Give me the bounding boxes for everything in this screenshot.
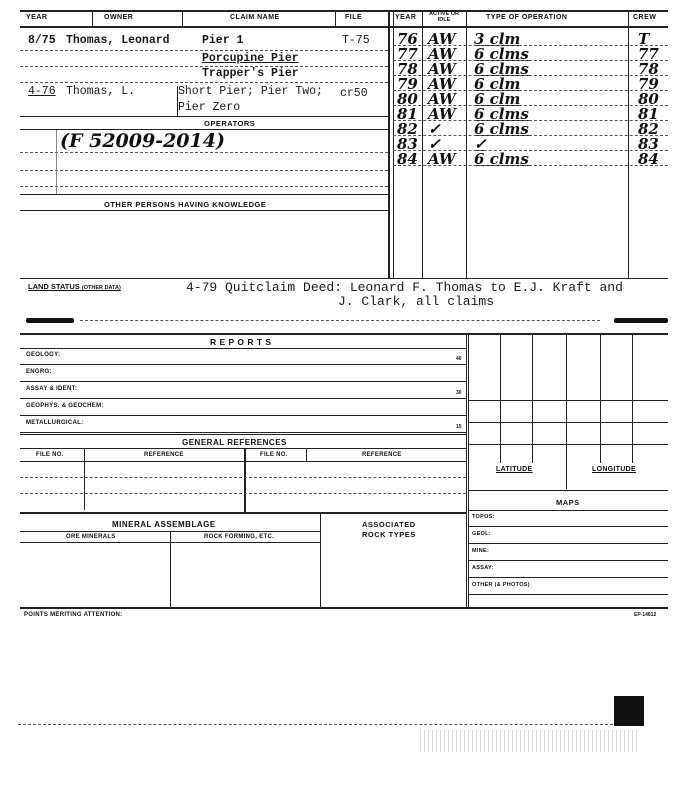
gr-file-no-1: FILE NO. (36, 452, 64, 458)
activity-year: 83 (397, 135, 418, 153)
activity-operation: 6 clm (474, 90, 521, 108)
map-row-label: GEOL: (472, 531, 491, 537)
other-persons-label: OTHER PERSONS HAVING KNOWLEDGE (104, 200, 267, 209)
map-row-label: OTHER (& PHOTOS) (472, 582, 530, 588)
smudge-right (614, 318, 668, 323)
ore-minerals-label: ORE MINERALS (66, 534, 116, 540)
maps-title: MAPS (556, 498, 580, 507)
header-claim-name: CLAIM NAME (230, 14, 280, 21)
map-row-label: MINE: (472, 548, 490, 554)
black-mark (614, 696, 644, 726)
report-label: METALLURGICAL: (26, 420, 84, 426)
scan-noise-dots (420, 730, 640, 752)
report-label: ENGRG: (26, 369, 52, 375)
owner-row-1-year: 8/75 (28, 34, 56, 47)
header-file: FILE (345, 14, 363, 21)
operator-handwritten: (F 52009-2014) (60, 130, 225, 152)
activity-status: AW (428, 150, 456, 168)
header-active-idle: ACTIVE OR IDLE (429, 11, 459, 23)
activity-operation: 6 clm (474, 75, 521, 93)
report-row-line (20, 398, 466, 399)
owner-row-1-file: T-75 (342, 34, 370, 47)
activity-operation: ✓ (474, 135, 487, 153)
report-label: ASSAY & IDENT: (26, 386, 78, 392)
header-type-of-operation: TYPE OF OPERATION (486, 14, 568, 21)
report-row-line (20, 432, 466, 433)
scan-noise-line (18, 724, 638, 725)
land-status-line-2: J. Clark, all claims (337, 294, 495, 309)
activity-crew: 77 (638, 45, 659, 63)
report-number: 30 (456, 390, 462, 396)
report-number: 15 (456, 424, 462, 430)
report-number: 40 (456, 356, 462, 362)
longitude-label: LONGITUDE (592, 466, 636, 473)
activity-status: AW (428, 30, 456, 48)
map-row-line (468, 526, 668, 527)
activity-crew: T (638, 30, 650, 48)
map-row-line (468, 560, 668, 561)
activity-operation: 6 clms (474, 120, 529, 138)
activity-year: 81 (397, 105, 418, 123)
mineral-assemblage-title: MINERAL ASSEMBLAGE (112, 520, 216, 529)
points-meriting-attention: POINTS MERITING ATTENTION: (24, 612, 123, 618)
activity-year: 79 (397, 75, 418, 93)
activity-year: 80 (397, 90, 418, 108)
report-row-line (20, 381, 466, 382)
operators-label: OPERATORS (204, 119, 256, 128)
activity-year: 82 (397, 120, 418, 138)
land-status-line-1: 4-79 Quitclaim Deed: Leonard F. Thomas to E.J. Kraft and (186, 280, 623, 295)
owner-row-4-claim: Short Pier; Pier Two; (178, 85, 323, 98)
activity-operation: 6 clms (474, 105, 529, 123)
associated-label: ASSOCIATED (362, 520, 416, 529)
owner-row-2-claim: Porcupine Pier (202, 52, 299, 65)
activity-status: AW (428, 60, 456, 78)
map-row-line (468, 543, 668, 544)
map-row-label: TOPOS: (472, 514, 495, 520)
report-label: GEOLOGY: (26, 352, 61, 358)
land-status-label: LAND STATUS (OTHER DATA) (28, 282, 121, 291)
report-label: GEOPHYS. & GEOCHEM: (26, 403, 104, 409)
activity-status: AW (428, 75, 456, 93)
activity-crew: 80 (638, 90, 659, 108)
activity-crew: 83 (638, 135, 659, 153)
owner-row-4-owner: Thomas, L. (66, 85, 136, 98)
gr-reference-1: REFERENCE (144, 452, 184, 458)
header-year: YEAR (26, 14, 48, 21)
gr-reference-2: REFERENCE (362, 452, 402, 458)
header-crew: CREW (633, 14, 657, 21)
latitude-label: LATITUDE (496, 466, 533, 473)
map-row-line (468, 577, 668, 578)
map-row-label: ASSAY: (472, 565, 494, 571)
form-number: EP-14612 (634, 612, 657, 618)
reports-title: R E P O R T S (210, 337, 272, 347)
activity-status: AW (428, 45, 456, 63)
general-references-title: GENERAL REFERENCES (182, 438, 287, 447)
activity-operation: 3 clm (474, 30, 521, 48)
activity-status: ✓ (428, 120, 441, 138)
owner-row-1-claim: Pier 1 (202, 34, 244, 47)
gr-file-no-2: FILE NO. (260, 452, 288, 458)
owner-row-1-owner: Thomas, Leonard (66, 34, 170, 47)
report-row-line (20, 364, 466, 365)
map-row-line (468, 594, 668, 595)
owner-row-5-claim: Pier Zero (178, 101, 241, 114)
activity-operation: 6 clms (474, 150, 529, 168)
activity-operation: 6 clms (474, 60, 529, 78)
header-year-2: YEAR (395, 14, 417, 21)
activity-crew: 81 (638, 105, 659, 123)
report-row-line (20, 415, 466, 416)
activity-year: 77 (397, 45, 418, 63)
smudge-left (26, 318, 74, 323)
activity-crew: 78 (638, 60, 659, 78)
activity-crew: 84 (638, 150, 659, 168)
activity-operation: 6 clms (474, 45, 529, 63)
activity-status: AW (428, 105, 456, 123)
activity-year: 76 (397, 30, 418, 48)
activity-status: ✓ (428, 135, 441, 153)
owner-row-3-claim: Trapper's Pier (202, 67, 299, 80)
rock-types-label: ROCK TYPES (362, 530, 416, 539)
rock-forming-label: ROCK FORMING, ETC. (204, 534, 275, 540)
activity-year: 84 (397, 150, 418, 168)
activity-row-line (393, 165, 668, 166)
owner-row-4-file: cr50 (340, 87, 368, 100)
activity-year: 78 (397, 60, 418, 78)
activity-crew: 79 (638, 75, 659, 93)
activity-status: AW (428, 90, 456, 108)
owner-row-4-year: 4-76 (28, 85, 56, 98)
activity-crew: 82 (638, 120, 659, 138)
header-owner: OWNER (104, 14, 134, 21)
